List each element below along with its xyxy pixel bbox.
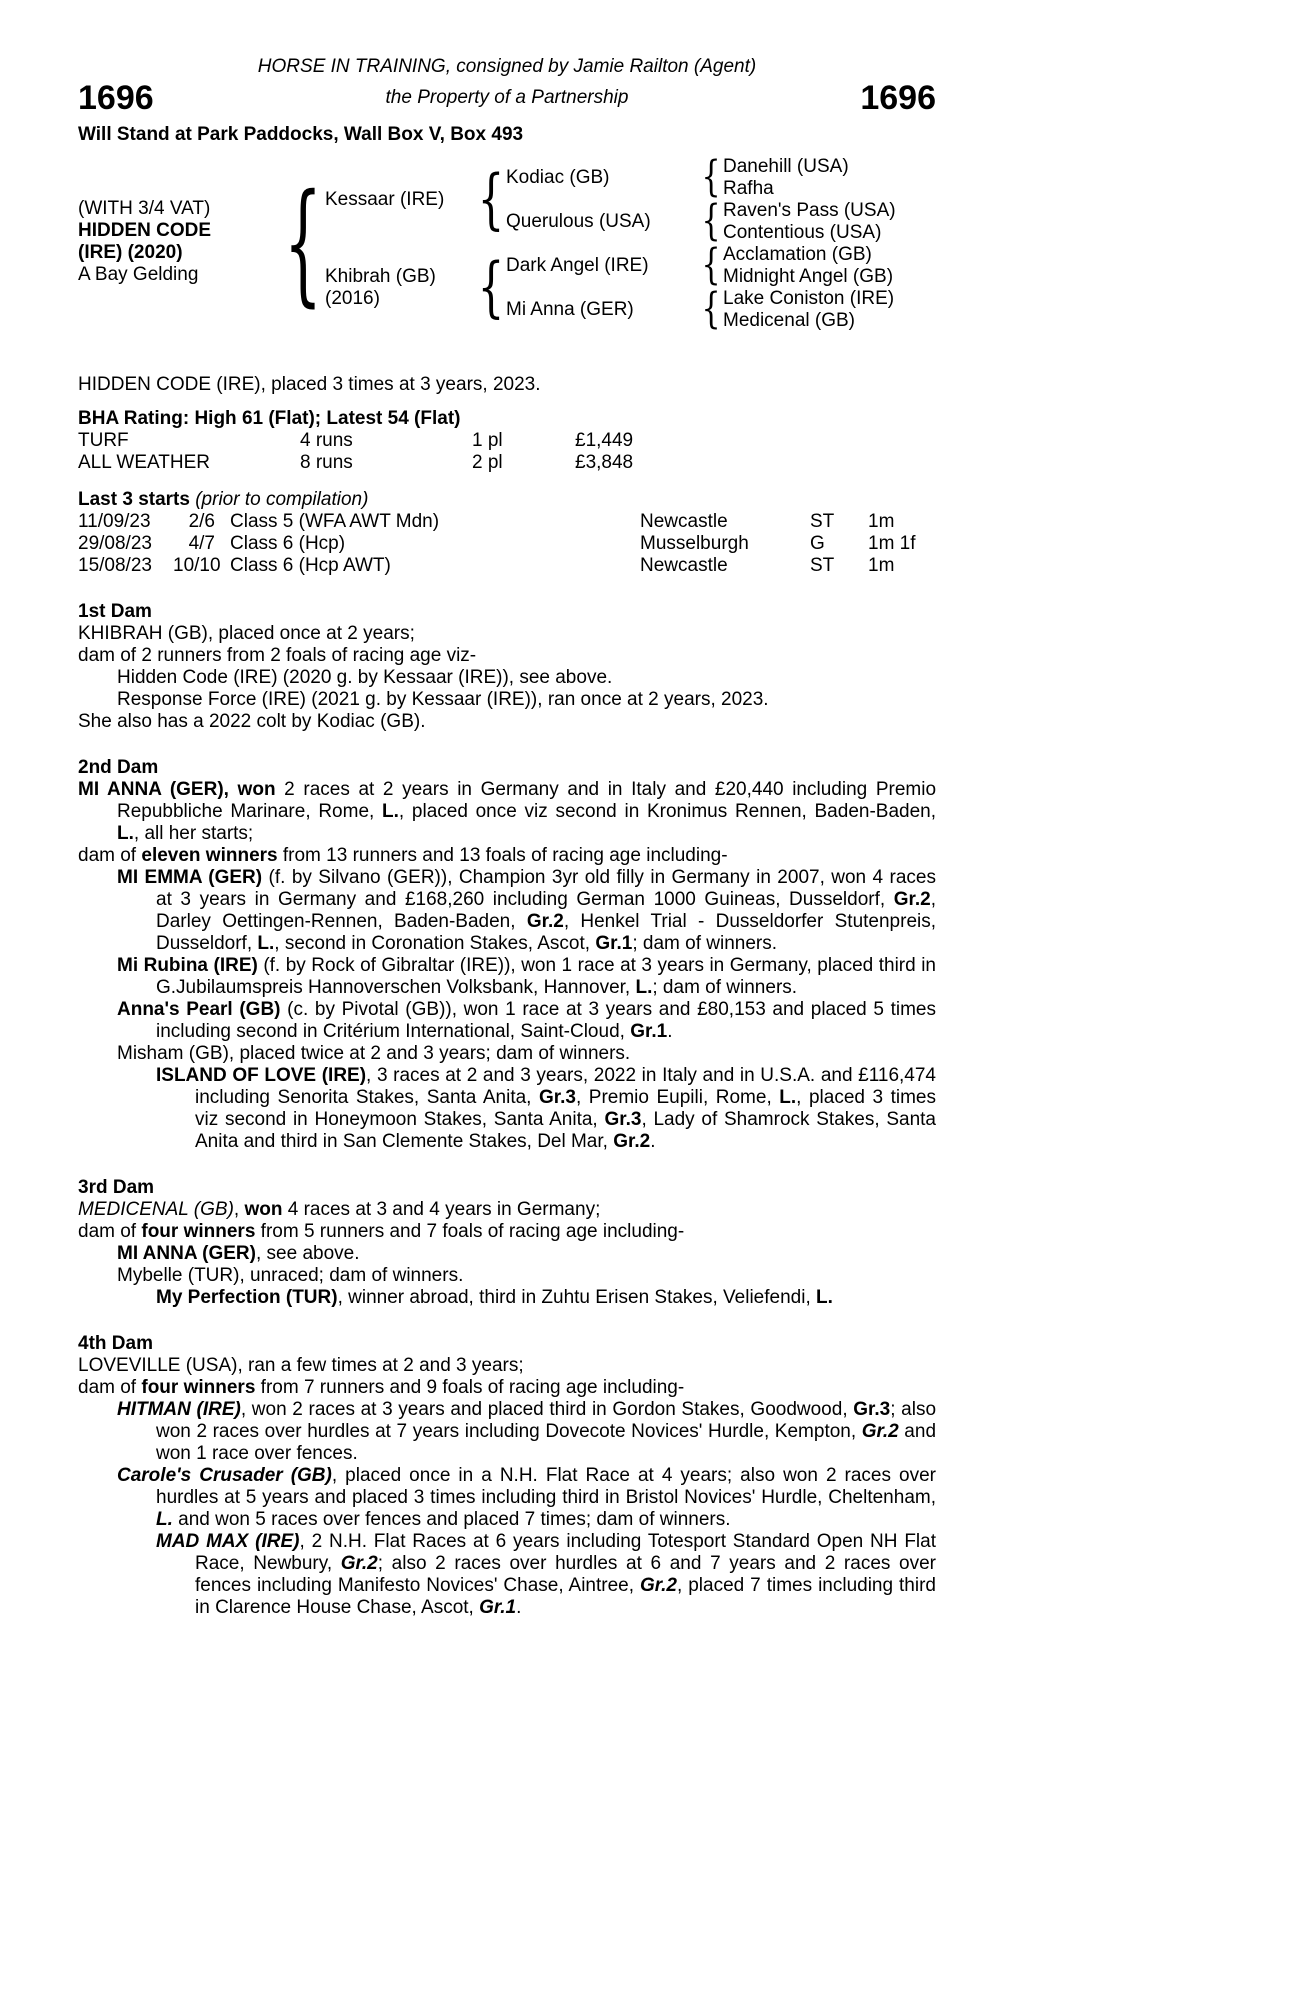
pedigree-paragraph: MAD MAX (IRE), 2 N.H. Flat Races at 6 years including Totesport Standard Open NH Flat Race, Newbury, Gr.2; also 2 races over hurdles at 6 and 7 years and 2 races over fences including Manifesto Novices' Chase, Aintree, Gr.2, placed 7 times including third in Clarence House Chase, Ascot, Gr.1. xyxy=(156,1531,936,1618)
last-start-row xyxy=(78,533,936,555)
catalogue-page xyxy=(78,0,936,1619)
pedigree-paragraph: MI ANNA (GER), won 2 races at 2 years in Germany and in Italy and £20,440 including Premio Repubbliche Marinare, Rome, L., placed once viz second in Kronimus Rennen, Baden-Baden, L., all her starts; xyxy=(78,779,937,844)
pedigree-paragraph: Mybelle (TUR), unraced; dam of winners. xyxy=(117,1265,464,1286)
horse-name: HIDDEN CODE xyxy=(78,220,212,241)
great-grandparent: Medicenal (GB) xyxy=(723,310,855,331)
pedigree-sire-brace-icon: { xyxy=(477,161,505,238)
dam-section xyxy=(78,1177,936,1309)
pedigree-paragraph: Hidden Code (IRE) (2020 g. by Kessaar (IRE)), see above. xyxy=(117,667,613,688)
pedigree-paragraph: MI EMMA (GER) (f. by Silvano (GER)), Champion 3yr old filly in Germany in 2007, won 4 races at 3 years in Germany and £168,260 including German 1000 Guineas, Dusseldorf, Gr.2, Darley Oettingen-Rennen, Baden-Baden, Gr.2, Henkel Trial - Dusseldorfer Stutenpreis, Dusseldorf, L., second in Coronation Stakes, Ascot, Gr.1; dam of winners. xyxy=(117,867,937,954)
last-start-cls: Class 5 (WFA AWT Mdn) xyxy=(230,511,440,532)
last-start-going: ST xyxy=(810,511,835,532)
pedigree-gg-brace-icon: { xyxy=(701,284,721,334)
bha-stat-cell: £1,449 xyxy=(575,430,634,451)
last-start-dist: 1m xyxy=(868,555,895,576)
grandsire-1: Kodiac (GB) xyxy=(506,167,610,188)
pedigree-paragraph: dam of 2 runners from 2 foals of racing age viz- xyxy=(78,645,477,666)
dam-name: Khibrah (GB) xyxy=(325,266,436,287)
last-start-going: G xyxy=(810,533,825,554)
last-starts-block xyxy=(78,489,936,577)
pedigree-paragraph: ISLAND OF LOVE (IRE), 3 races at 2 and 3 years, 2022 in Italy and in U.S.A. and £116,474 including Senorita Stakes, Santa Anita, Gr.3, Premio Eupili, Rome, L., placed 3 times viz second in Honeymoon Stakes, Santa Anita, Gr.3, Lady of Shamrock Stakes, Santa Anita and third in San Clemente Stakes, Del Mar, Gr.2. xyxy=(156,1065,936,1152)
bha-stats-row xyxy=(78,430,936,452)
great-grandparent: Danehill (USA) xyxy=(723,156,849,177)
stand-location: Will Stand at Park Paddocks, Wall Box V, Box 493 xyxy=(78,124,524,145)
pedigree-paragraph: Mi Rubina (IRE) (f. by Rock of Gibraltar (IRE)), won 1 race at 3 years in Germany, placed third in G.Jubilaumspreis Hannoverschen Volksbank, Hannover, L.; dam of winners. xyxy=(117,955,936,998)
lot-number-left: 1696 xyxy=(78,79,154,117)
granddam-1: Querulous (USA) xyxy=(506,211,651,232)
last-starts-title-bold: Last 3 starts xyxy=(78,489,190,510)
bha-stat-cell: £3,848 xyxy=(575,452,634,473)
pedigree-paragraph: Response Force (IRE) (2021 g. by Kessaar (IRE)), ran once at 2 years, 2023. xyxy=(117,689,769,710)
pedigree-main-brace-icon: { xyxy=(283,167,323,321)
horse-details xyxy=(78,198,211,286)
last-start-cls: Class 6 (Hcp) xyxy=(230,533,346,554)
dam-sections xyxy=(78,601,936,1619)
last-start-dist: 1m 1f xyxy=(868,533,916,554)
pedigree-paragraph: HITMAN (IRE), won 2 races at 3 years and placed third in Gordon Stakes, Goodwood, Gr.3; also won 2 races over hurdles at 7 years including Dovecote Novices' Hurdle, Kempton, Gr.2 and won 1 race over fences. xyxy=(117,1399,937,1464)
last-start-track: Newcastle xyxy=(640,555,728,576)
sire-name: Kessaar (IRE) xyxy=(325,189,445,210)
horse-description: A Bay Gelding xyxy=(78,264,199,285)
dam-year: (2016) xyxy=(325,288,380,309)
bha-stat-cell: 8 runs xyxy=(300,452,353,473)
bha-stat-cell: 1 pl xyxy=(472,430,503,451)
last-start-track: Newcastle xyxy=(640,511,728,532)
consignment-line: HORSE IN TRAINING, consigned by Jamie Railton (Agent) xyxy=(257,56,757,77)
last-start-pos: 2/6 xyxy=(188,511,215,532)
last-start-date: 15/08/23 xyxy=(78,555,152,576)
great-grandparent: Acclamation (GB) xyxy=(723,244,872,265)
last-start-dist: 1m xyxy=(868,511,895,532)
pedigree-paragraph: dam of eleven winners from 13 runners and 13 foals of racing age including- xyxy=(78,845,728,866)
dam-section-title: 4th Dam xyxy=(78,1333,153,1354)
pedigree-paragraph: LOVEVILLE (USA), ran a few times at 2 and 3 years; xyxy=(78,1355,524,1376)
pedigree-paragraph: KHIBRAH (GB), placed once at 2 years; xyxy=(78,623,415,644)
bha-stats-row xyxy=(78,452,936,474)
great-grandparent: Contentious (USA) xyxy=(723,222,882,243)
last-starts-table xyxy=(78,511,936,577)
pedigree-paragraph: Misham (GB), placed twice at 2 and 3 years; dam of winners. xyxy=(117,1043,631,1064)
bha-rating-block xyxy=(78,408,936,474)
lot-header-row xyxy=(78,80,936,116)
pedigree-paragraph: dam of four winners from 5 runners and 7 foals of racing age including- xyxy=(78,1221,685,1242)
grandsire-2: Dark Angel (IRE) xyxy=(506,255,649,276)
bha-rating-title: BHA Rating: High 61 (Flat); Latest 54 (Flat) xyxy=(78,408,461,429)
last-start-date: 11/09/23 xyxy=(78,511,151,532)
race-summary: HIDDEN CODE (IRE), placed 3 times at 3 years, 2023. xyxy=(78,374,541,395)
pedigree-paragraph: dam of four winners from 7 runners and 9 foals of racing age including- xyxy=(78,1377,685,1398)
pedigree-paragraph: Anna's Pearl (GB) (c. by Pivotal (GB)), won 1 race at 3 years and £80,153 and placed 5 times including second in Critérium International, Saint-Cloud, Gr.1. xyxy=(117,999,936,1042)
bha-stat-cell: ALL WEATHER xyxy=(78,452,210,473)
great-grandparent: Midnight Angel (GB) xyxy=(723,266,894,287)
last-start-cls: Class 6 (Hcp AWT) xyxy=(230,555,391,576)
last-start-track: Musselburgh xyxy=(640,533,749,554)
dam-section xyxy=(78,757,936,1153)
bha-stats-table xyxy=(78,430,936,474)
pedigree-paragraph: MI ANNA (GER), see above. xyxy=(117,1243,360,1264)
dam-section-title: 2nd Dam xyxy=(78,757,159,778)
last-starts-title-italic: (prior to compilation) xyxy=(189,489,369,510)
pedigree-tree xyxy=(78,150,936,346)
last-start-pos: 4/7 xyxy=(188,533,215,554)
last-start-row xyxy=(78,555,936,577)
pedigree-paragraph: MEDICENAL (GB), won 4 races at 3 and 4 years in Germany; xyxy=(78,1199,601,1220)
bha-stat-cell: TURF xyxy=(78,430,129,451)
last-starts-title xyxy=(78,489,936,511)
granddam-2: Mi Anna (GER) xyxy=(506,299,634,320)
horse-suffix: (IRE) (2020) xyxy=(78,242,183,263)
lot-number-right: 1696 xyxy=(860,79,936,117)
pedigree-paragraph: Carole's Crusader (GB), placed once in a N.H. Flat Race at 4 years; also won 2 races over hurdles at 5 years and placed 3 times including third in Bristol Novices' Hurdle, Cheltenham, L. and won 5 races over fences and placed 7 times; dam of winners. xyxy=(117,1465,936,1530)
bha-stat-cell: 4 runs xyxy=(300,430,353,451)
great-grandparents-column xyxy=(723,156,896,332)
dam-section-title: 3rd Dam xyxy=(78,1177,155,1198)
pedigree-paragraph: She also has a 2022 colt by Kodiac (GB). xyxy=(78,711,426,732)
dam-section xyxy=(78,1333,936,1619)
last-start-going: ST xyxy=(810,555,835,576)
last-start-row xyxy=(78,511,936,533)
last-start-date: 29/08/23 xyxy=(78,533,152,554)
dam-section xyxy=(78,601,936,733)
vat-note: (WITH 3/4 VAT) xyxy=(78,198,211,219)
dam-section-title: 1st Dam xyxy=(78,601,152,622)
property-line: the Property of a Partnership xyxy=(385,87,629,108)
great-grandparent: Raven's Pass (USA) xyxy=(723,200,896,221)
great-grandparent: Rafha xyxy=(723,178,774,199)
bha-stat-cell: 2 pl xyxy=(472,452,503,473)
pedigree-gg-brace-icon: { xyxy=(701,152,721,202)
pedigree-gg-brace-icon: { xyxy=(701,196,721,246)
great-grandparent: Lake Coniston (IRE) xyxy=(723,288,895,309)
pedigree-paragraph: My Perfection (TUR), winner abroad, third in Zuhtu Erisen Stakes, Veliefendi, L. xyxy=(156,1287,833,1308)
last-start-pos: 10/10 xyxy=(173,555,221,576)
pedigree-gg-brace-icon: { xyxy=(701,240,721,290)
pedigree-dam-brace-icon: { xyxy=(477,249,505,326)
dam-name-block xyxy=(325,266,436,310)
